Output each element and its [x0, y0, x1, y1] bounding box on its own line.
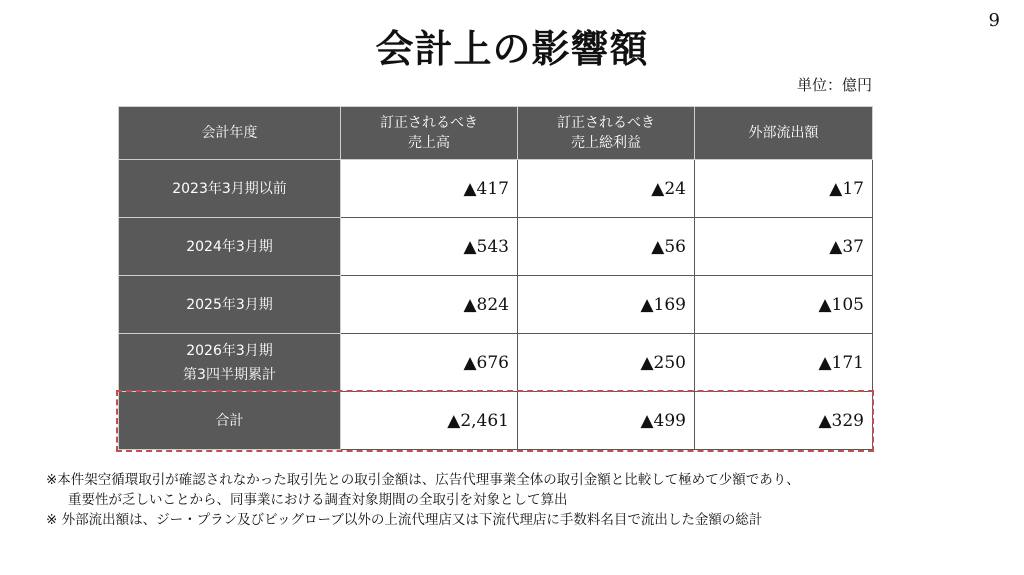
table-row [119, 160, 873, 218]
cell-sales: ▲2,461 [341, 392, 518, 450]
row-label-line: 第3四半期累計 [183, 366, 276, 383]
row-label-line: 2024年3月期 [186, 238, 273, 255]
header-line: 売上総利益 [571, 135, 641, 151]
table-row-total [119, 392, 873, 450]
cell-outflow: ▲37 [695, 218, 873, 276]
cell-outflow: ▲171 [695, 334, 873, 392]
cell-gross-profit: ▲169 [518, 276, 695, 334]
header-gross-profit [518, 107, 695, 160]
header-line: 訂正されるべき [557, 115, 655, 131]
cell-outflow: ▲329 [695, 392, 873, 450]
row-label [119, 276, 341, 334]
header-fiscal-year [119, 107, 341, 160]
cell-gross-profit: ▲499 [518, 392, 695, 450]
footnote-1-line-2: 重要性が乏しいことから、同事業における調査対象期間の全取引を対象として算出 [68, 492, 568, 508]
footnotes [46, 470, 1006, 530]
header-outflow [695, 107, 873, 160]
table-row [119, 334, 873, 392]
row-label [119, 160, 341, 218]
cell-sales: ▲543 [341, 218, 518, 276]
header-line: 売上高 [408, 135, 450, 151]
header-line: 会計年度 [201, 125, 258, 141]
cell-sales: ▲824 [341, 276, 518, 334]
cell-sales: ▲417 [341, 160, 518, 218]
cell-outflow: ▲17 [695, 160, 873, 218]
cell-gross-profit: ▲250 [518, 334, 695, 392]
page-number: 9 [988, 10, 1000, 31]
footnote-2: ※ 外部流出額は、ジー・プラン及びビッグローブ以外の上流代理店又は下流代理店に手数料名目で流出した金額の総計 [46, 512, 763, 528]
header-line: 訂正されるべき [380, 115, 478, 131]
row-label-line: 2025年3月期 [186, 296, 273, 313]
table-row [119, 218, 873, 276]
row-label [119, 334, 341, 392]
header-sales [341, 107, 518, 160]
cell-outflow: ▲105 [695, 276, 873, 334]
cell-gross-profit: ▲24 [518, 160, 695, 218]
impact-table [118, 106, 873, 450]
row-label [119, 218, 341, 276]
row-label-line: 2026年3月期 [186, 342, 273, 359]
row-label [119, 392, 341, 450]
unit-label: 単位：億円 [796, 76, 872, 94]
row-label-line: 2023年3月期以前 [172, 180, 287, 197]
table-header-row [119, 107, 873, 160]
page-title: 会計上の影響額 [375, 27, 649, 71]
row-label-line: 合計 [215, 412, 244, 429]
header-line: 外部流出額 [748, 125, 819, 141]
cell-gross-profit: ▲56 [518, 218, 695, 276]
table-row [119, 276, 873, 334]
footnote-1-line-1: ※本件架空循環取引が確認されなかった取引先との取引金額は、広告代理事業全体の取引金額と比較して極めて少額であり、 [46, 472, 800, 488]
cell-sales: ▲676 [341, 334, 518, 392]
